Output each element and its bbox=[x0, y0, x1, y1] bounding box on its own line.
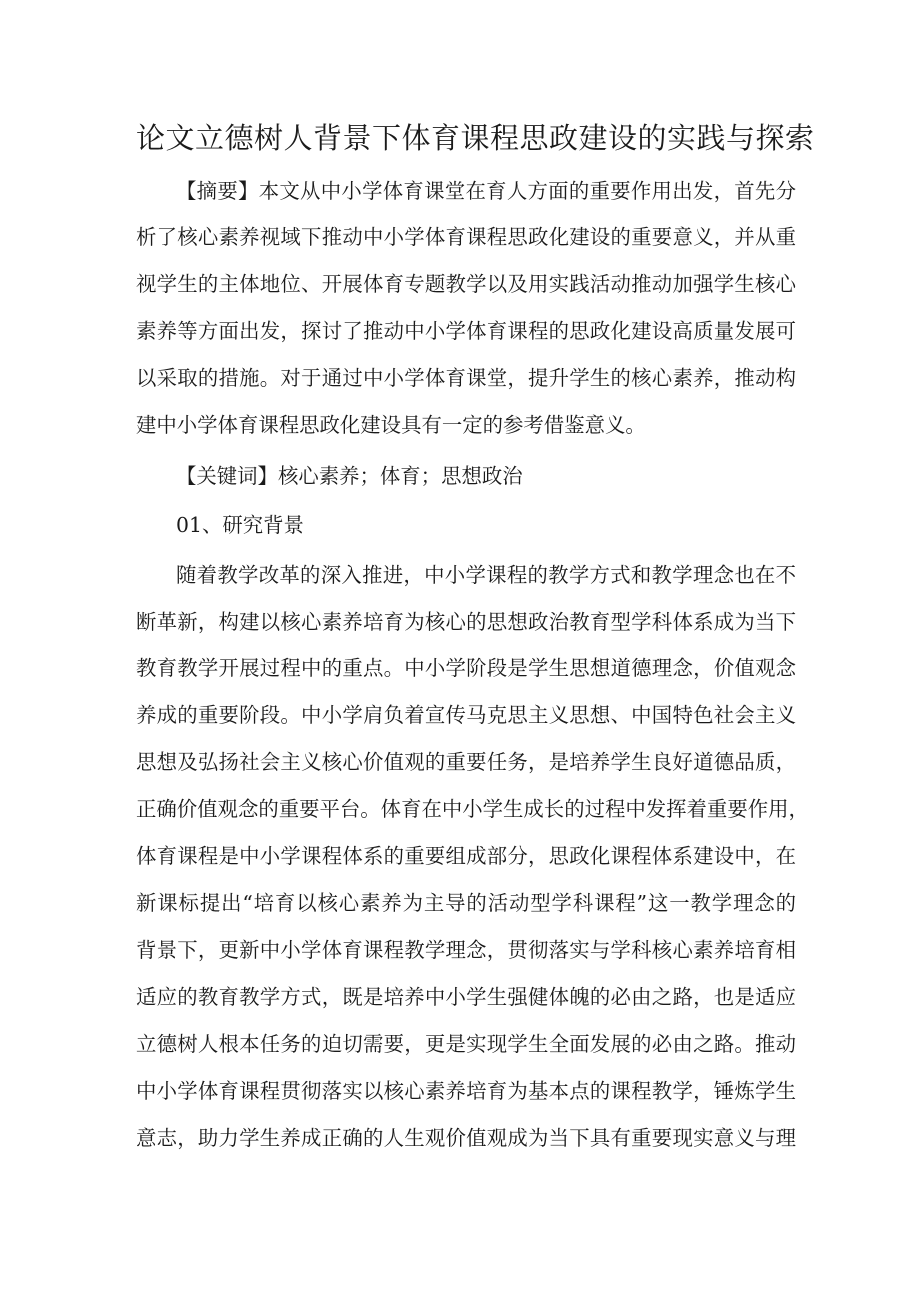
abstract-line: 视学生的主体地位、开展体育专题教学以及用实践活动推动加强学生核心 bbox=[136, 272, 796, 296]
body-line: 意志，助力学生养成正确的人生观价值观成为当下具有重要现实意义与理 bbox=[136, 1126, 796, 1150]
body-line: 养成的重要阶段。中小学肩负着宣传马克思主义思想、中国特色社会主义 bbox=[136, 703, 796, 727]
abstract-line: 析了核心素养视域下推动中小学体育课程思政化建设的重要意义，并从重 bbox=[136, 225, 796, 249]
abstract-line: 【摘要】本文从中小学体育课堂在育人方面的重要作用出发，首先分 bbox=[176, 179, 796, 203]
body-line: 随着教学改革的深入推进，中小学课程的教学方式和教学理念也在不 bbox=[176, 563, 796, 587]
body-line: 正确价值观念的重要平台。体育在中小学生成长的过程中发挥着重要作用， bbox=[136, 797, 809, 821]
body-line: 断革新，构建以核心素养培育为核心的思想政治教育型学科体系成为当下 bbox=[136, 610, 796, 634]
body-line: 中小学体育课程贯彻落实以核心素养培育为基本点的课程教学，锤炼学生 bbox=[136, 1079, 796, 1103]
body-line: 思想及弘扬社会主义核心价值观的重要任务，是培养学生良好道德品质， bbox=[136, 750, 796, 774]
body-line: 立德树人根本任务的迫切需要，更是实现学生全面发展的必由之路。推动 bbox=[136, 1032, 796, 1056]
section-heading: 01、研究背景 bbox=[176, 513, 304, 537]
keywords-line: 【关键词】核心素养；体育；思想政治 bbox=[176, 464, 523, 488]
body-line: 背景下，更新中小学体育课程教学理念，贯彻落实与学科核心素养培育相 bbox=[136, 938, 796, 962]
abstract-line: 素养等方面出发，探讨了推动中小学体育课程的思政化建设高质量发展可 bbox=[136, 319, 796, 343]
body-line: 教育教学开展过程中的重点。中小学阶段是学生思想道德理念，价值观念 bbox=[136, 656, 796, 680]
body-line: 新课标提出“培育以核心素养为主导的活动型学科课程”这一教学理念的 bbox=[136, 891, 796, 915]
body-line: 适应的教育教学方式，既是培养中小学生强健体魄的必由之路，也是适应 bbox=[136, 985, 796, 1009]
document-title: 论文立德树人背景下体育课程思政建设的实践与探索 bbox=[136, 121, 815, 155]
abstract-line: 以采取的措施。对于通过中小学体育课堂，提升学生的核心素养，推动构 bbox=[136, 366, 796, 390]
abstract-line: 建中小学体育课程思政化建设具有一定的参考借鉴意义。 bbox=[136, 413, 646, 437]
body-line: 体育课程是中小学课程体系的重要组成部分，思政化课程体系建设中，在 bbox=[136, 844, 796, 868]
